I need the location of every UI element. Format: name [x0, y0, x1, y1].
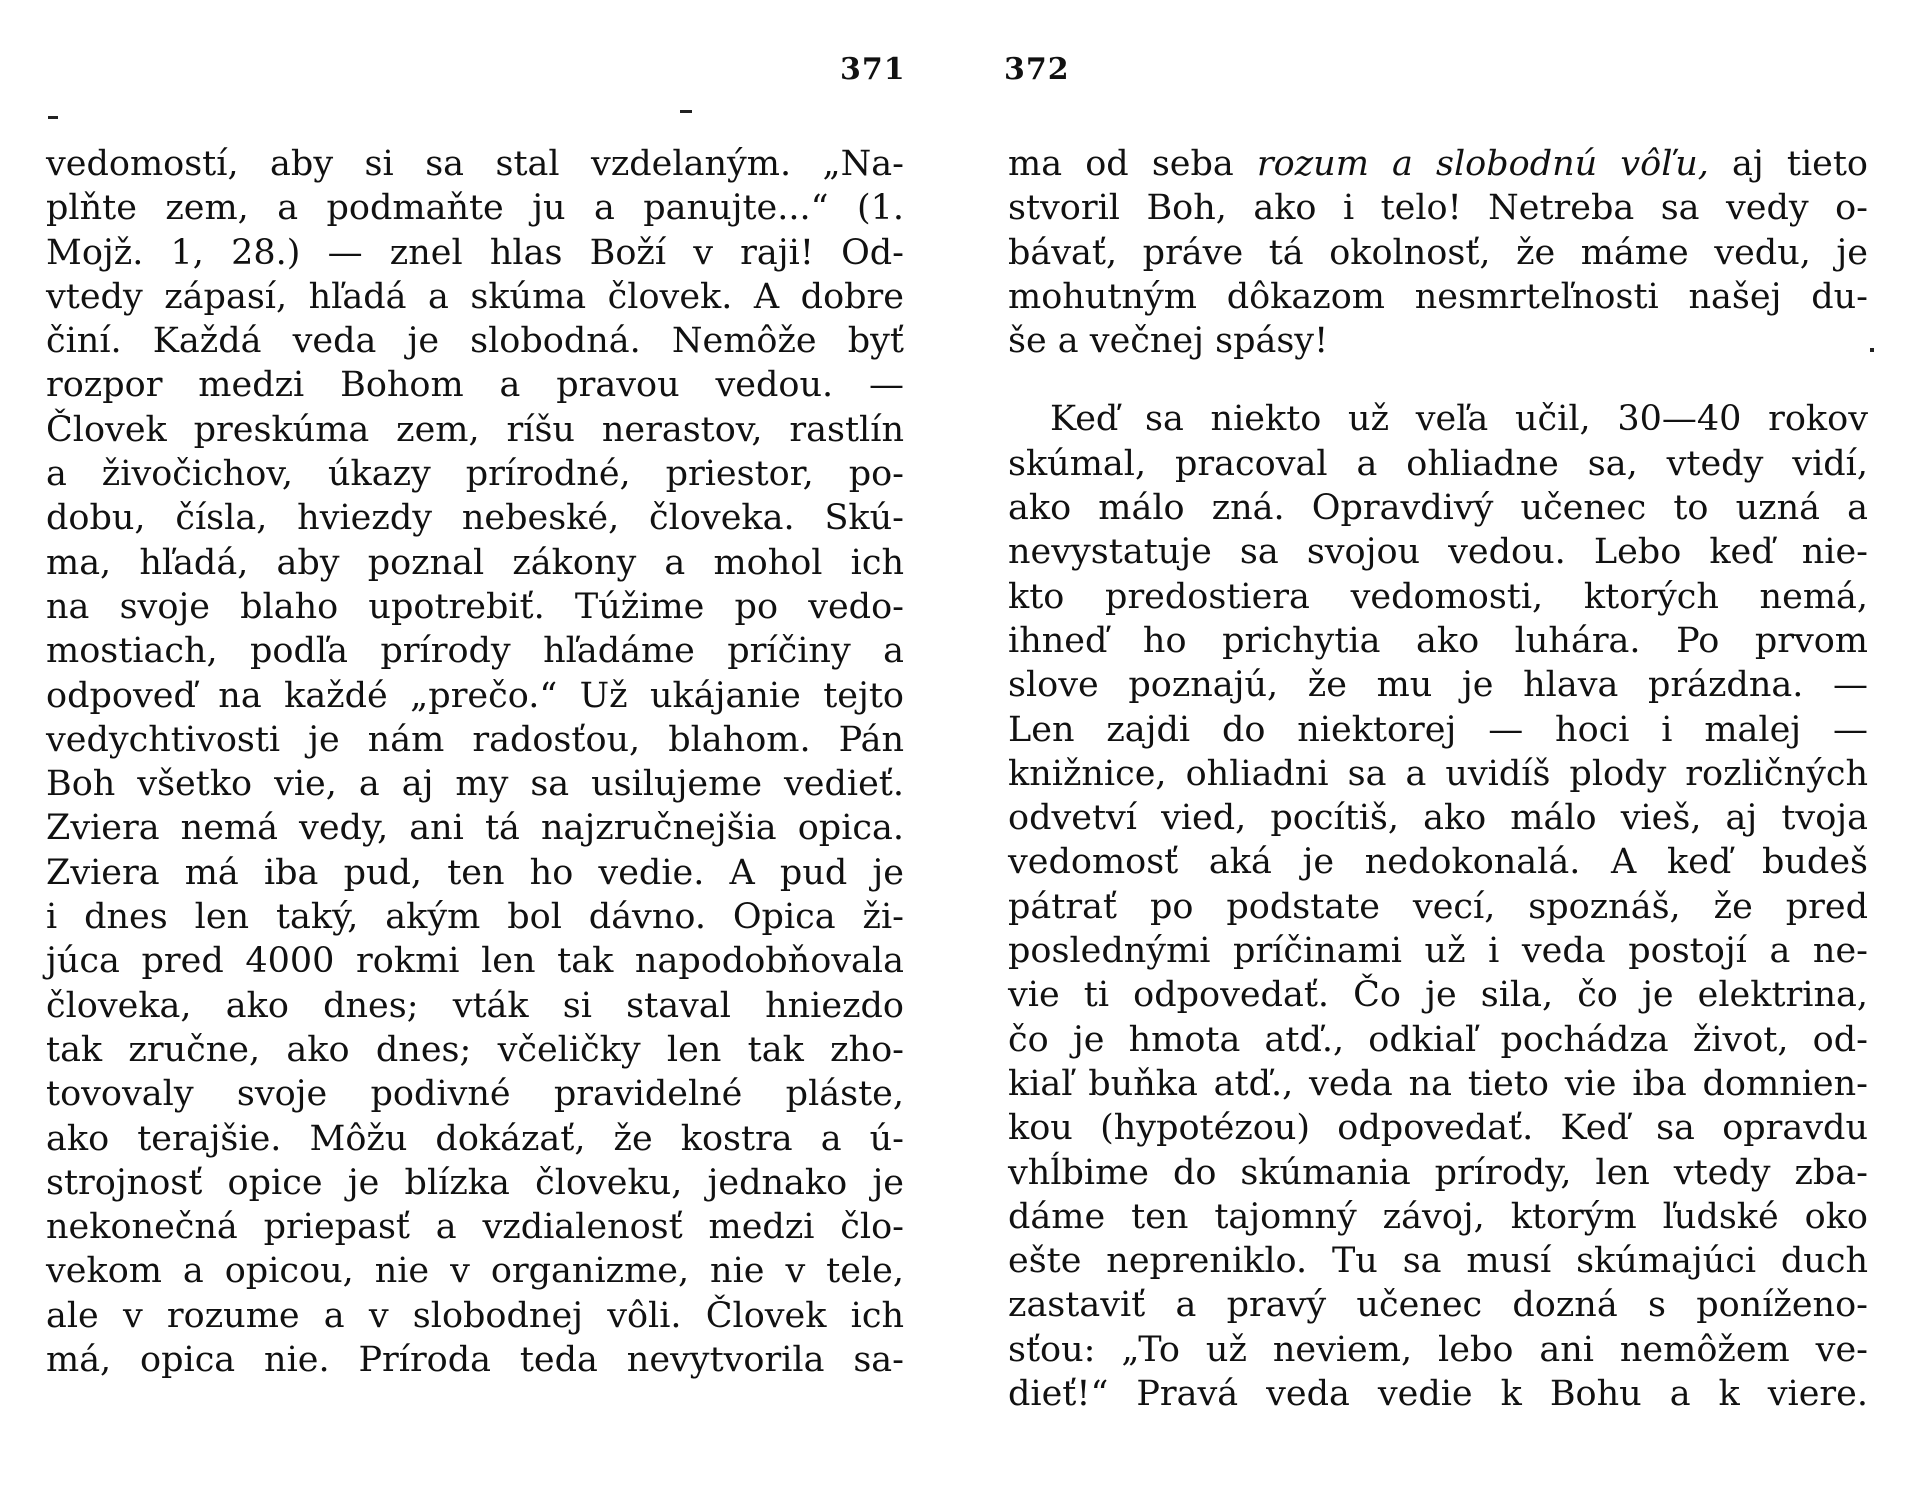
text-line: ako terajšie. Môžu dokázať, že kostra a ú-: [46, 1118, 904, 1159]
text-line: Človek preskúma zem, ríšu nerastov, rastlín: [46, 409, 904, 450]
text-line: ale v rozume a v slobodnej vôli. Človek ich: [46, 1295, 904, 1336]
ink-speck: [1870, 348, 1874, 352]
text-line: vhĺbime do skúmania prírody, len vtedy zba-: [1008, 1152, 1868, 1193]
text-line: rozpor medzi Bohom a pravou vedou. —: [46, 365, 904, 406]
text-line: dáme ten tajomný závoj, ktorým ľudské oko: [1008, 1196, 1868, 1237]
text-line: Keď sa niekto už veľa učil, 30—40 rokov: [1050, 399, 1868, 440]
text-line: odvetví vied, pocítiš, ako málo vieš, aj tvoja: [1008, 798, 1868, 839]
text-line: vedychtivosti je nám radosťou, blahom. Pán: [46, 719, 904, 760]
text-line: ako málo zná. Opravdivý učenec to uzná a: [1008, 488, 1868, 529]
text-line: ma, hľadá, aby poznal zákony a mohol ich: [46, 542, 904, 583]
text-line: vekom a opicou, nie v organizme, nie v tele,: [46, 1251, 904, 1292]
text-line: ma od seba rozum a slobodnú vôľu, aj tieto: [1008, 144, 1868, 184]
text-line: odpoveď na každé „prečo.“ Už ukájanie tejto: [46, 675, 904, 716]
text-line: knižnice, ohliadni sa a uvidíš plody rozličných: [1008, 753, 1868, 794]
text-line: júca pred 4000 rokmi len tak napodobňovala: [46, 941, 904, 982]
text-line: Boh všetko vie, a aj my sa usilujeme vedieť.: [46, 764, 904, 805]
text-line: slove poznajú, že mu je hlava prázdna. —: [1008, 665, 1868, 706]
text-line: nekonečná priepasť a vzdialenosť medzi člo-: [46, 1207, 904, 1248]
text-line: vedomostí, aby si sa stal vzdelaným. „Na-: [46, 144, 904, 184]
text-line: Zviera nemá vedy, ani tá najzručnejšia opica.: [46, 808, 904, 849]
right-page-text: [1008, 142, 1868, 1416]
text-line: na svoje blaho upotrebiť. Túžime po vedo-: [46, 586, 904, 627]
ink-speck: [680, 110, 692, 113]
left-page-text: [46, 142, 904, 1382]
text-line: še a večnej spásy!: [1008, 321, 1329, 362]
text-line: dieť!“ Pravá veda vedie k Bohu a k viere.: [1008, 1374, 1868, 1415]
text-line: vtedy zápasí, hľadá a skúma človek. A dobre: [46, 276, 904, 317]
text-line: činí. Každá veda je slobodná. Nemôže byť: [46, 321, 904, 362]
ink-speck: [48, 116, 58, 119]
page-number-right: 372: [1004, 52, 1070, 87]
text-line: poslednými príčinami už i veda postojí a ne-: [1008, 931, 1868, 972]
text-line: mohutným dôkazom nesmrteľnosti našej du-: [1008, 276, 1868, 317]
text-line: človeka, ako dnes; vták si staval hniezdo: [46, 985, 904, 1026]
text-line: plňte zem, a podmaňte ju a panujte...“ (1.: [46, 188, 904, 229]
text-line: strojnosť opice je blízka človeku, jednako je: [46, 1162, 904, 1203]
text-line: bávať, práve tá okolnosť, že máme vedu, je: [1008, 232, 1868, 273]
text-line: Len zajdi do niektorej — hoci i malej —: [1008, 709, 1868, 750]
text-line: kto predostiera vedomosti, ktorých nemá,: [1008, 576, 1868, 617]
text-line: zastaviť a pravý učenec dozná s poníženo-: [1008, 1285, 1868, 1326]
text-line: kou (hypotézou) odpovedať. Keď sa opravdu: [1008, 1108, 1868, 1149]
paragraph-gap: [1008, 363, 1868, 397]
text-line: čo je hmota atď., odkiaľ pochádza život, od-: [1008, 1019, 1868, 1060]
text-line: ešte nepreniklo. Tu sa musí skúmajúci duch: [1008, 1241, 1868, 1282]
text-line: vedomosť aká je nedokonalá. A keď budeš: [1008, 842, 1868, 883]
page-number-left: 371: [840, 52, 906, 87]
text-line: tak zručne, ako dnes; včeličky len tak zho-: [46, 1029, 904, 1070]
text-line: stvoril Boh, ako i telo! Netreba sa vedy o-: [1008, 188, 1868, 229]
text-line: kiaľ buňka atď., veda na tieto vie iba domnien-: [1008, 1063, 1868, 1104]
text-line: ihneď ho prichytia ako luhára. Po prvom: [1008, 620, 1868, 661]
text-line: skúmal, pracoval a ohliadne sa, vtedy vidí,: [1008, 443, 1868, 484]
text-line: dobu, čísla, hviezdy nebeské, človeka. Skú-: [46, 498, 904, 539]
text-line: Zviera má iba pud, ten ho vedie. A pud je: [46, 852, 904, 893]
text-line: má, opica nie. Príroda teda nevytvorila sa-: [46, 1340, 904, 1381]
text-line: nevystatuje sa svojou vedou. Lebo keď nie-: [1008, 532, 1868, 573]
text-line: pátrať po podstate vecí, spoznáš, že pred: [1008, 886, 1868, 927]
text-line: a živočichov, úkazy prírodné, priestor, po-: [46, 454, 904, 495]
text-line: mostiach, podľa prírody hľadáme príčiny a: [46, 631, 904, 672]
emphasized-text: rozum a slobodnú vôľu,: [1256, 144, 1709, 184]
text-line: tovovaly svoje podivné pravidelné pláste,: [46, 1074, 904, 1115]
text-line: i dnes len taký, akým bol dávno. Opica ži-: [46, 897, 904, 938]
text-line: vie ti odpovedať. Čo je sila, čo je elektrina,: [1008, 975, 1868, 1016]
text-line: sťou: „To už neviem, lebo ani nemôžem ve-: [1008, 1329, 1868, 1370]
text-line: Mojž. 1, 28.) — znel hlas Boží v raji! Od-: [46, 232, 904, 273]
